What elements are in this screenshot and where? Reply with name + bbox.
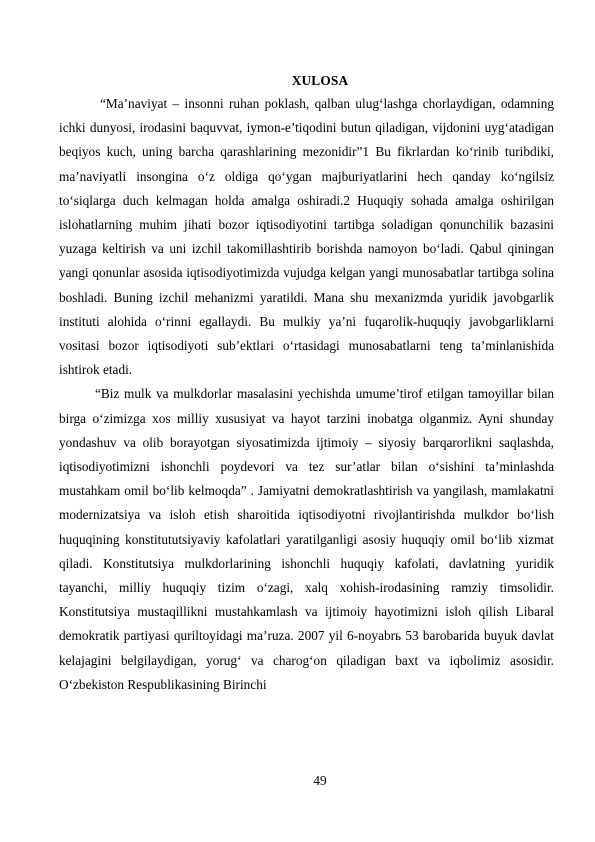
paragraph: “Biz mulk va mulkdorlar masalasini yechishda umume’tirof etilgan tamoyillar bilan birga o‘zimizga xos milliy xususiyat va hayot tarzini inobatga olganmiz. Ayni shunday yondashuv va olib borayotgan siyosatimizda ijtimoiy – siyosiy barqarorlikni saqlashda, iqtisodiyotimizni ishonchli poydevori va tez sur’atlar bilan o‘sishini ta’minlashda mustahkam omil bo‘lib kelmoqda” . Jamiyatni demokratlashtirish va yangilash, mamlakatni modernizatsiya va isloh etish sharoitida iqtisodiyotni rivojlantirishda mulkdor bo‘lish huquqining konstitututsiyaviy kafolatlari yaratilganligi asosiy huquqiy omil bo‘lib xizmat qiladi. Konstitutsiya mulkdorlarining ishonchli huquqiy kafolati, davlatning yuridik tayanchi, milliy huquqiy tizim o‘zagi, xalq xohish-irodasining ramziy timsolidir. Konstitutsiya mustaqillikni mustahkamlash va ijtimoiy hayotimizni isloh qilish Libaral demokratik partiyasi quriltoyidagi ma’ruza. 2007 yil 6-noyabrь 53 barobarida buyuk davlat kelajagini belgilaydigan, yorug‘ va charog‘on qiladigan baxt va iqbolimiz asosidir. O‘zbekiston Respublikasining Birinchi xyxy=(59,386,554,692)
page-number: 49 xyxy=(313,773,327,788)
page-title: XULOSA xyxy=(291,73,349,88)
paragraph: “Ma’naviyat – insonni ruhan poklash, qalban ulug‘lashga chorlaydigan, odamning ichki dunyosi, irodasini baquvvat, iymon-e’tiqodini butun qiladigan, vijdonini uyg‘atadigan beqiyos kuch, uning barcha qarashlarining mezonidir”1 Bu fikrlardan ko‘rinib turibdiki, ma’naviyatli insongina o‘z oldiga qo‘ygan majburiyatlarini hech qanday ko‘ngilsiz to‘siqlarga duch kelmagan holda amalga oshiradi.2 Huquqiy sohada amalga oshirilgan islohatlarning muhim jihati bozor iqtisodiyotini tartibga soladigan qonunchilik bazasini yuzaga keltirish va uni izchil takomillashtirib borishda namoyon bo‘ladi. Qabul qiningan yangi qonunlar asosida iqtisodiyotimizda vujudga kelgan yangi munosabatlar tartibga solina boshladi. Buning izchil mehanizmi yaratildi. Mana shu mexanizmda yuridik javobgarlik instituti alohida o‘rinni egallaydi. Bu mulkiy ya’ni fuqarolik-huquqiy javobgarliklarni vositasi bozor iqtisodiyoti sub’ektlari o‘rtasidagi munosabatlarni teng ta’minlanishida ishtirok etadi. xyxy=(59,96,554,378)
body-text xyxy=(59,92,554,697)
